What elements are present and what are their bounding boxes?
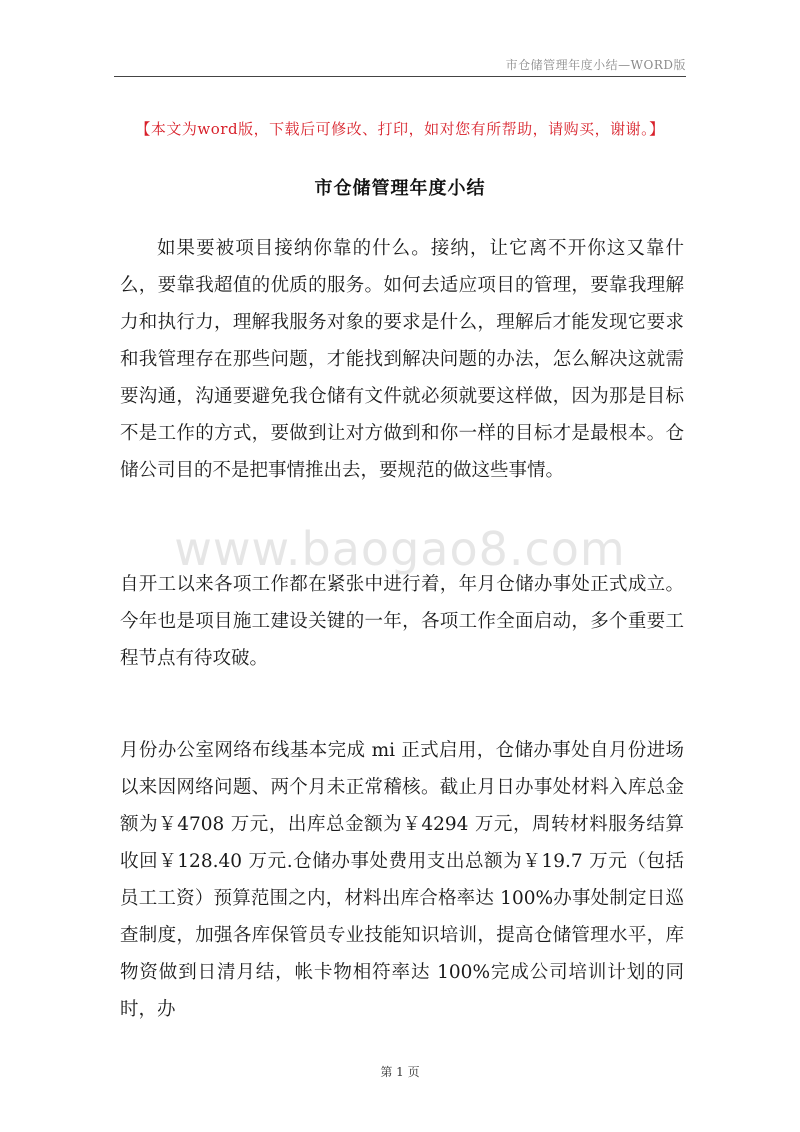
body-paragraph-1: 如果要被项目接纳你靠的什么。接纳，让它离不开你这又靠什么，要靠我超值的优质的服务。如何去适应项目的管理，要靠我理解力和执行力，理解我服务对象的要求是什么，理解后才能发现它要求和我管理存在那些问题，才能找到解决问题的办法，怎么解决这就需要沟通，沟通要避免我仓储有文件就必须就要这样做，因为那是目标不是工作的方式，要做到让对方做到和你一样的目标才是最根本。仓储公司目的不是把事情推出去，要规范的做这些事情。 <box>120 238 684 481</box>
document-title: 市仓储管理年度小结 <box>314 178 486 199</box>
body-paragraph-3: 月份办公室网络布线基本完成 mi 正式启用，仓储办事处自月份进场以来因网络问题、两个月未正常稽核。截止月日办事处材料入库总金额为￥4708 万元，出库总金额为￥4294 万元，周转材料服务结算收回￥128.40 万元.仓储办事处费用支出总额为￥19.7 万元（包括员工工资）预算范围之内，材料出库合格率达 100%办事处制定日巡查制度，加强各库保管员专业技能知识培训，提高仓储管理水平，库物资做到日清月结，帐卡物相符率达 100%完成公司培训计划的同时，办 <box>120 740 684 1020</box>
header-divider <box>114 76 686 77</box>
page-number: 第 1 页 <box>380 1065 420 1079</box>
running-header: 市仓储管理年度小结—WORD版 <box>505 58 686 72</box>
download-notice: 【本文为word版，下载后可修改、打印，如对您有所帮助，请购买，谢谢。】 <box>135 120 665 138</box>
body-paragraph-2: 自开工以来各项工作都在紧张中进行着，年月仓储办事处正式成立。今年也是项目施工建设关键的一年，各项工作全面启动，多个重要工程节点有待攻破。 <box>120 574 684 669</box>
watermark: www.baogao8.com <box>174 522 626 576</box>
